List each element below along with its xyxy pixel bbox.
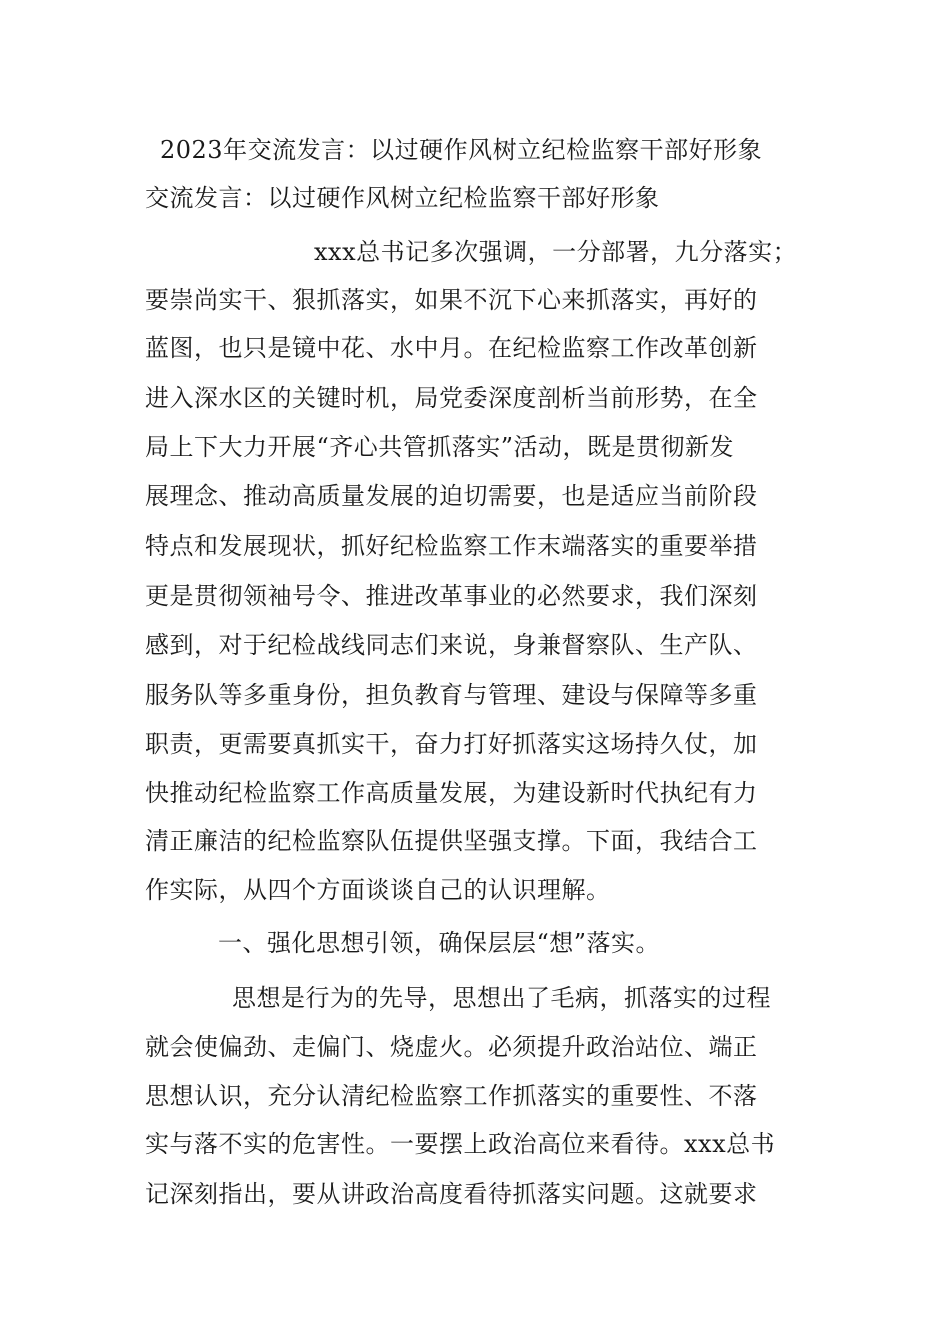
paragraph-1-line: 局上下大力开展“齐心共管抓落实”活动，既是贯彻新发 [145, 433, 735, 461]
section-1-heading: 一、强化思想引领，确保层层“想”落实。 [218, 929, 661, 957]
paragraph-1-line: 清正廉洁的纪检监察队伍提供坚强支撑。下面，我结合工 [145, 827, 758, 855]
paragraph-1-line: xxx总书记多次强调，一分部署，九分落实； [314, 238, 798, 266]
paragraph-1-line: 快推动纪检监察工作高质量发展，为建设新时代执纪有力 [145, 779, 758, 807]
paragraph-1-line: 职责，更需要真抓实干，奋力打好抓落实这场持久仗，加 [145, 730, 758, 758]
paragraph-1-line: 蓝图，也只是镜中花、水中月。在纪检监察工作改革创新 [145, 334, 758, 362]
document-subtitle: 交流发言：以过硬作风树立纪检监察干部好形象 [145, 184, 660, 212]
paragraph-1-line: 服务队等多重身份，担负教育与管理、建设与保障等多重 [145, 681, 758, 709]
paragraph-2-line: 实与落不实的危害性。一要摆上政治高位来看待。xxx总书 [145, 1130, 776, 1158]
paragraph-2-line: 思想是行为的先导，思想出了毛病，抓落实的过程 [232, 984, 771, 1012]
paragraph-1-line: 进入深水区的关键时机，局党委深度剖析当前形势，在全 [145, 384, 758, 412]
document-title: 2023年交流发言：以过硬作风树立纪检监察干部好形象 [160, 136, 763, 164]
paragraph-1-line: 更是贯彻领袖号令、推进改革事业的必然要求，我们深刻 [145, 582, 758, 610]
paragraph-2-line: 思想认识，充分认清纪检监察工作抓落实的重要性、不落 [145, 1082, 758, 1110]
paragraph-1-line: 感到，对于纪检战线同志们来说，身兼督察队、生产队、 [145, 631, 758, 659]
paragraph-1-line: 展理念、推动高质量发展的迫切需要，也是适应当前阶段 [145, 482, 758, 510]
paragraph-1-line: 要崇尚实干、狠抓落实，如果不沉下心来抓落实，再好的 [145, 286, 758, 314]
paragraph-2-line: 就会使偏劲、走偏门、烧虚火。必须提升政治站位、端正 [145, 1033, 758, 1061]
paragraph-1-line: 特点和发展现状，抓好纪检监察工作末端落实的重要举措 [145, 532, 758, 560]
paragraph-1-line: 作实际，从四个方面谈谈自己的认识理解。 [145, 876, 611, 904]
paragraph-2-line: 记深刻指出，要从讲政治高度看待抓落实问题。这就要求 [145, 1180, 758, 1208]
